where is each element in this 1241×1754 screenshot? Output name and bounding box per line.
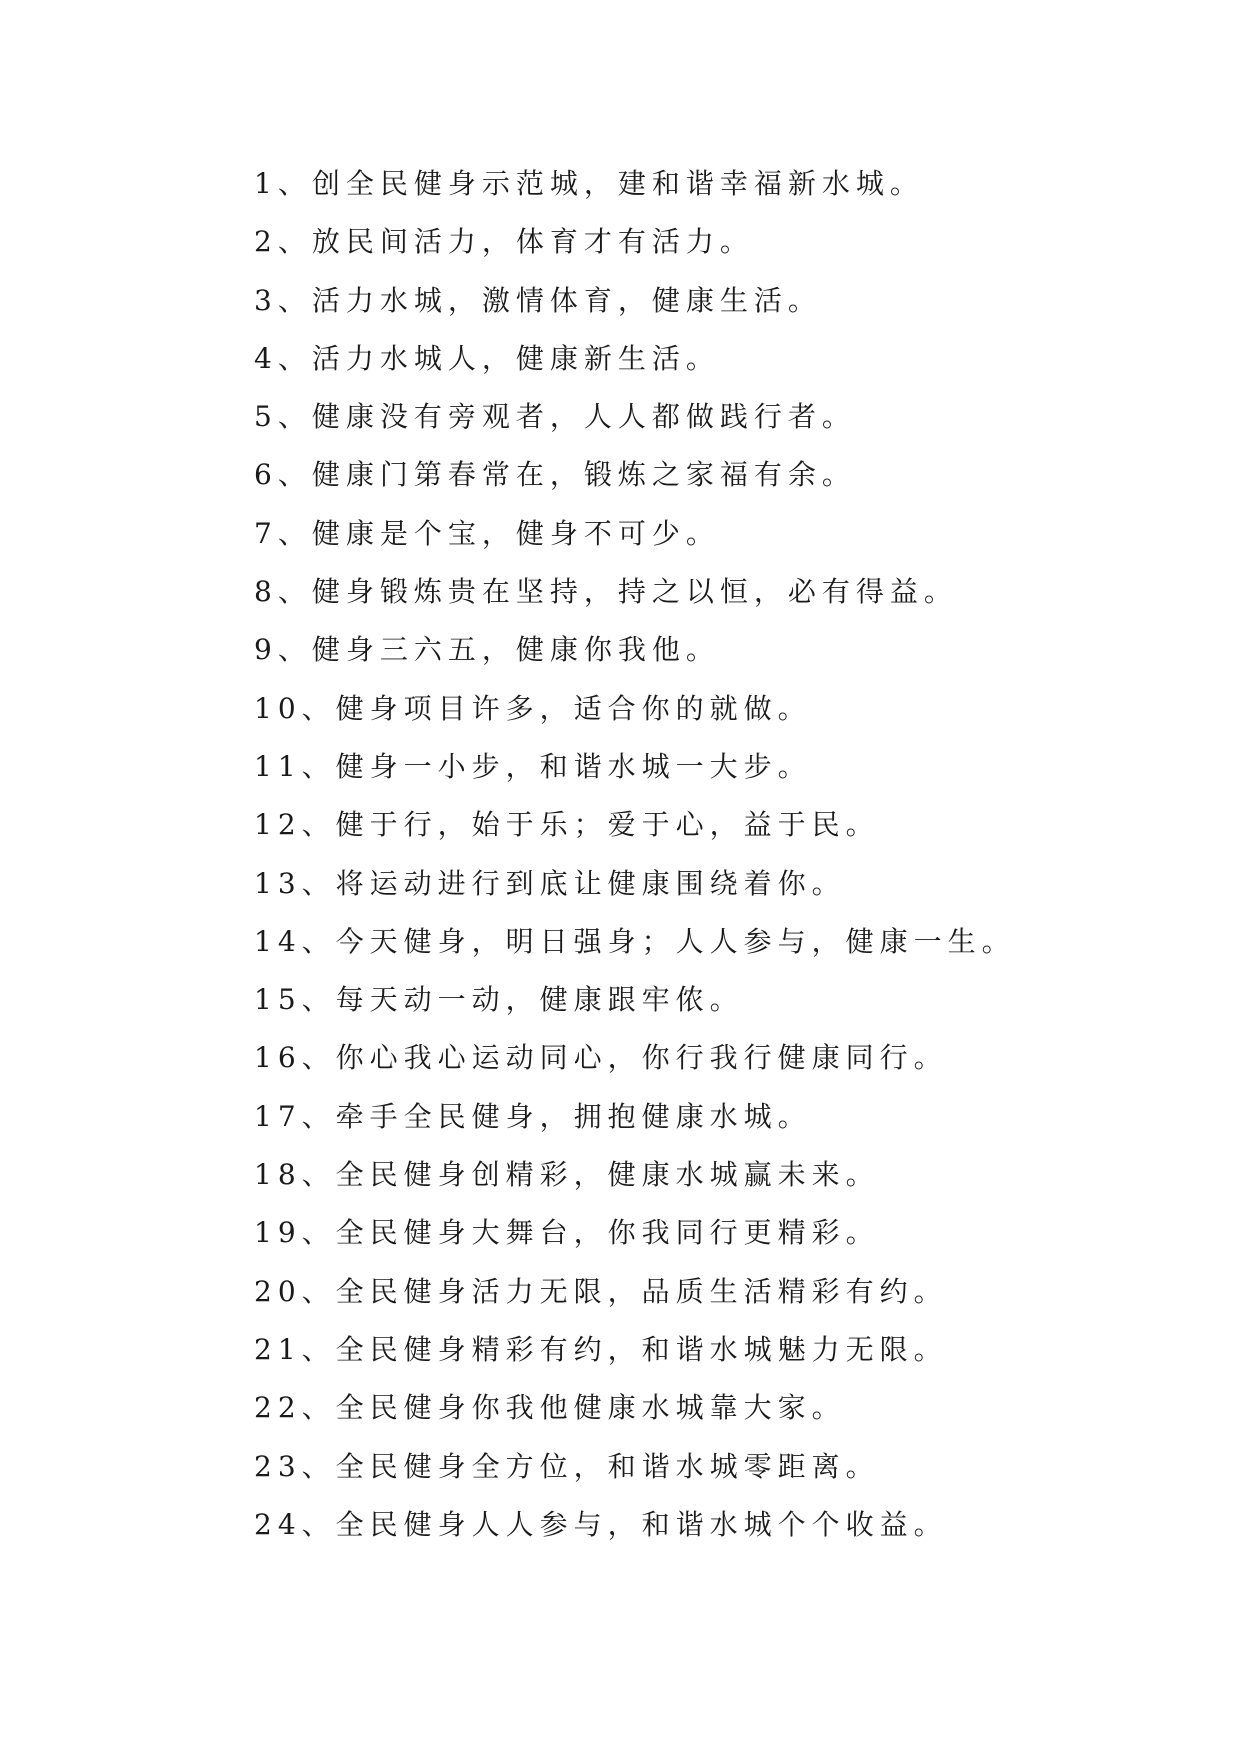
slogan-line: 1、创全民健身示范城，建和谐幸福新水城。 [254, 167, 924, 200]
slogan-line: 20、全民健身活力无限，品质生活精彩有约。 [254, 1274, 948, 1308]
slogan-line: 4、活力水城人，健康新生活。 [254, 341, 720, 375]
slogan-line: 15、每天动一动，健康跟牢侬。 [254, 983, 744, 1017]
slogan-line: 8、健身锻炼贵在坚持，持之以恒，必有得益。 [254, 575, 958, 609]
slogan-line: 14、今天健身，明日强身；人人参与，健康一生。 [254, 924, 1016, 958]
slogan-line: 13、将运动进行到底让健康围绕着你。 [254, 866, 846, 900]
slogan-line: 24、全民健身人人参与，和谐水城个个收益。 [254, 1507, 948, 1541]
slogan-line: 17、牵手全民健身，拥抱健康水城。 [254, 1099, 812, 1133]
slogan-line: 9、健身三六五，健康你我他。 [254, 633, 720, 667]
slogan-line: 11、健身一小步，和谐水城一大步。 [254, 749, 812, 783]
slogan-line: 3、活力水城，激情体育，健康生活。 [254, 283, 822, 317]
slogan-line: 21、全民健身精彩有约，和谐水城魅力无限。 [254, 1332, 948, 1366]
slogan-line: 6、健康门第春常在，锻炼之家福有余。 [254, 458, 856, 492]
slogan-line: 16、你心我心运动同心，你行我行健康同行。 [254, 1041, 948, 1075]
slogan-line: 10、健身项目许多，适合你的就做。 [254, 691, 812, 725]
slogan-line: 5、健康没有旁观者，人人都做践行者。 [254, 400, 856, 434]
slogan-line: 18、全民健身创精彩，健康水城赢未来。 [254, 1158, 880, 1192]
slogan-line: 23、全民健身全方位，和谐水城零距离。 [254, 1449, 880, 1483]
slogan-list [254, 155, 1214, 1554]
slogan-line: 22、全民健身你我他健康水城靠大家。 [254, 1391, 846, 1425]
slogan-line: 2、放民间活力，体育才有活力。 [254, 225, 754, 259]
slogan-line: 12、健于行，始于乐；爱于心，益于民。 [254, 808, 880, 842]
slogan-line: 19、全民健身大舞台，你我同行更精彩。 [254, 1216, 880, 1250]
slogan-line: 7、健康是个宝，健身不可少。 [254, 516, 720, 550]
